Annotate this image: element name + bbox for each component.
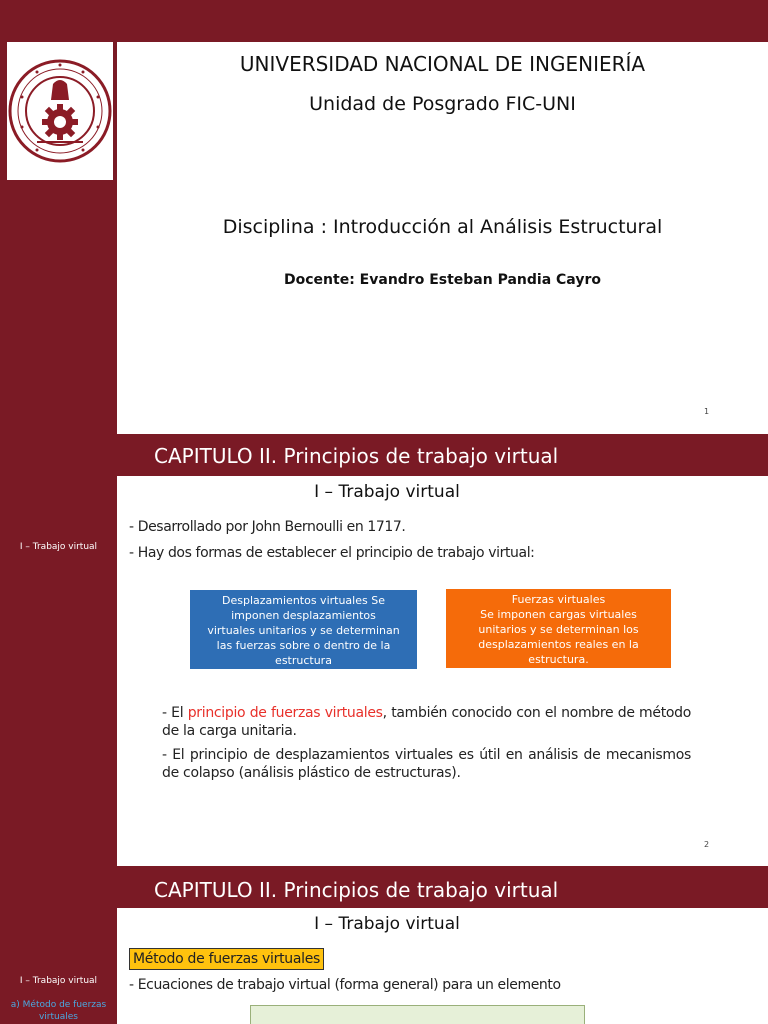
unit-name: Unidad de Posgrado FIC-UNI [309,93,576,115]
bullet-item: - Desarrollado por John Bernoulli en 1717. [129,519,406,535]
teacher-name: Docente: Evandro Esteban Pandia Cayro [284,272,601,288]
equation-box [250,1005,585,1024]
section-subtitle: I – Trabajo virtual [314,914,460,934]
highlight-term: principio de fuerzas virtuales [187,705,383,721]
university-name: UNIVERSIDAD NACIONAL DE INGENIERÍA [239,52,646,76]
side-nav-label[interactable]: I – Trabajo virtual [19,976,98,986]
bullet-item: - Hay dos formas de establecer el principio de trabajo virtual: [129,545,535,561]
box-line: las fuerzas sobre o dentro de la [216,639,391,652]
bullet-item: - Ecuaciones de trabajo virtual (forma general) para un elemento [129,977,561,993]
side-nav-label-active[interactable]: a) Método de fuerzas virtuales [10,1000,107,1022]
para-rest: , también conocido con el nombre de método de la carga unitaria. [162,705,691,739]
paragraph-virtual-forces [162,704,691,740]
method-tag: Método de fuerzas virtuales [129,948,324,970]
box-line: desplazamientos reales en la [478,638,639,651]
side-nav-label[interactable]: I – Trabajo virtual [19,542,98,552]
box-line: unitarios y se determinan los [478,623,639,636]
university-logo [7,42,113,180]
virtual-displacements-box [190,590,417,669]
discipline-title: Disciplina : Introducción al Análisis Estructural [222,216,663,238]
chapter-title: CAPITULO II. Principios de trabajo virtual [154,444,559,468]
paragraph-virtual-displacements: - El principio de desplazamientos virtuales es útil en análisis de mecanismos de colapso (análisis plástico de estructuras). [162,747,691,781]
box-line: estructura [275,654,332,667]
box-line: Fuerzas virtuales [511,593,606,606]
virtual-forces-box [446,589,671,668]
box-line: virtuales unitarios y se determinan [207,624,400,637]
page-number: 1 [704,407,710,416]
university-seal-icon [7,42,113,180]
para-prefix: - El [162,705,188,721]
box-line: Se imponen cargas virtuales [480,608,637,621]
box-line: estructura. [528,653,589,666]
chapter-title: CAPITULO II. Principios de trabajo virtual [154,878,559,902]
section-subtitle: I – Trabajo virtual [314,482,460,502]
box-line: imponen desplazamientos [231,609,376,622]
page-number: 2 [704,840,710,849]
box-line: Desplazamientos virtuales Se [222,594,385,607]
